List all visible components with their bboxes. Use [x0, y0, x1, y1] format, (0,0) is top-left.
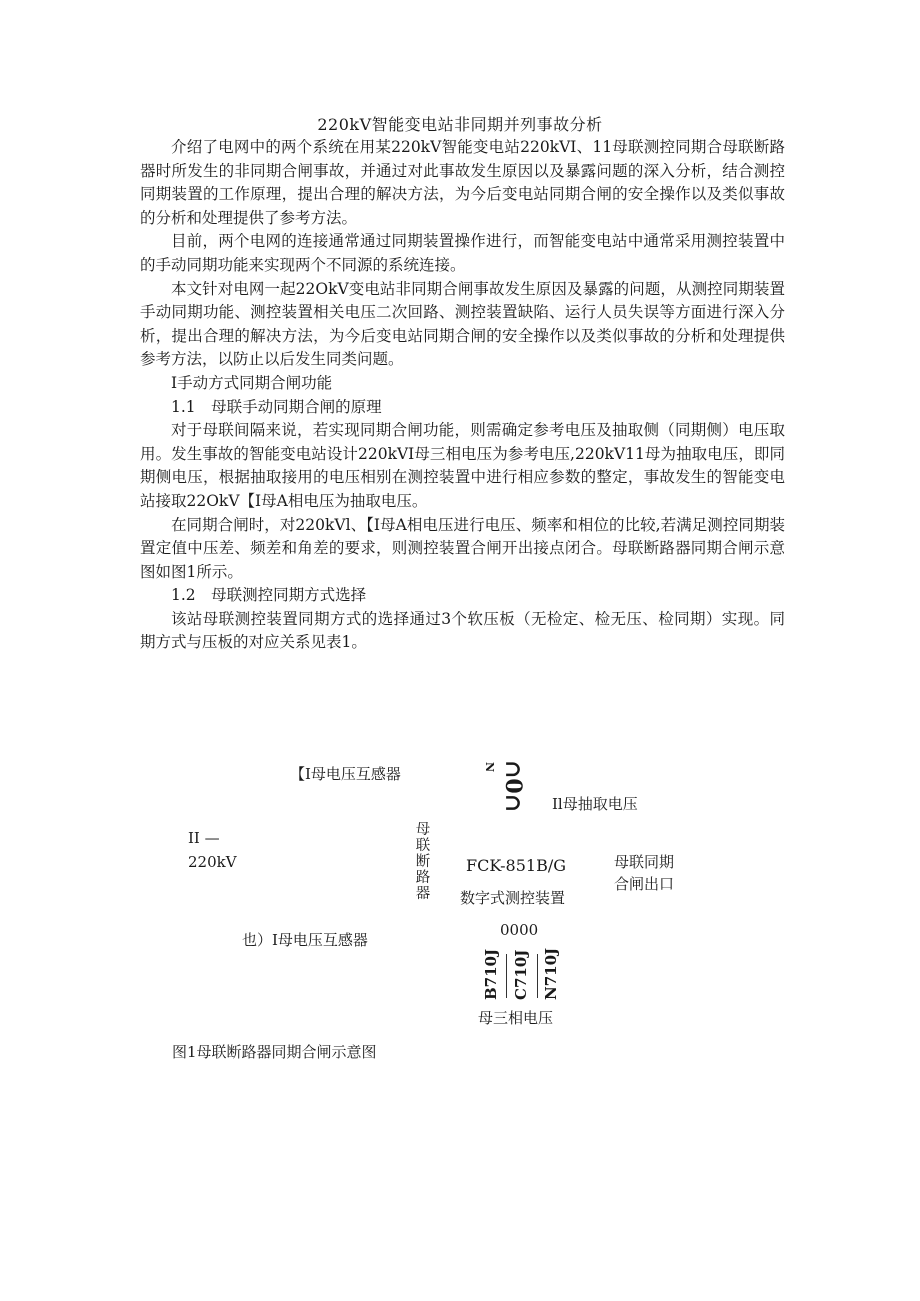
device-model: FCK-851B/G [466, 856, 567, 875]
paragraph-abstract: 介绍了电网中的两个系统在用某220kV智能变电站220kVI、11母联测控同期合母联断路器时所发生的非同期合闸事故，并通过对此事故发生原因以及暴露问题的深入分析，结合测控同期装置的工作原理，提出合理的解决方法，为今后变电站同期合闸的安全操作以及类似事故的分析和处理提供了参考方法。 [140, 138, 785, 227]
extract-terminal-small: N [483, 762, 496, 773]
section-heading-1-1: 1.1 母联手动同期合闸的原理 [171, 397, 382, 416]
bus-label-line1: II — [188, 829, 220, 847]
device-name: 数字式测控装置 [460, 889, 566, 907]
sync-output-line1: 母联同期 [614, 853, 675, 871]
paragraph-mode-selection: 该站母联测控装置同期方式的选择通过3个软压板（无检定、检无压、检同期）实现。同期方式与压板的对应关系见表1。 [140, 609, 785, 652]
extract-terminal-glyph: ∩0∩ [500, 760, 526, 813]
paragraph-comparison: 在同期合闸时，对220kVl、【I母A相电压进行电压、频率和相位的比较,若满足测控同期装置定值中压差、频差和角差的要求，则测控装置合闸开出接点闭合。母联断路器同期合闸示意图如图1所示。 [140, 515, 785, 581]
section-heading-1-2: 1.2 母联测控同期方式选择 [171, 586, 367, 605]
breaker-label: 母联断路器 [415, 822, 431, 902]
pt-top-label: 【I母电压互感器 [290, 765, 401, 783]
phase-terminal-c: C710J [512, 949, 530, 1000]
paragraph-scope: 本文针对电网一起22OkV变电站非同期合闸事故发生原因及暴露的问题，从测控同期装置手动同期功能、测控装置相关电压二次回路、测控装置缺陷、运行人员失误等方面进行深入分析，提出合理的解决方法，为今后变电站同期合闸的安全操作以及类似事故的分析和处理提供参考方法，以防止以后发生同类问题。 [140, 279, 785, 369]
sync-output-line2: 合闸出口 [614, 875, 675, 893]
paragraph-principle: 对于母联间隔来说，若实现同期合闸功能，则需确定参考电压及抽取侧（同期侧）电压取用。发生事故的智能变电站设计220kVI母三相电压为参考电压,220kV11母为抽取电压，即同期侧电压，根据抽取接用的电压相别在测控装置中进行相应参数的整定，事故发生的智能变电站接取22OkV【I母A相电压为抽取电压。 [140, 421, 785, 510]
terminal-separator [506, 954, 507, 998]
device-code: 0000 [500, 921, 539, 939]
three-phase-label: 母三相电压 [478, 1009, 554, 1027]
terminal-separator [537, 954, 538, 998]
phase-terminal-b: B710J [482, 948, 500, 1000]
section-heading-1: I手动方式同期合闸功能 [171, 373, 333, 392]
figure-caption: 图1母联断路器同期合闸示意图 [172, 1043, 377, 1061]
pt-bottom-label: 也）I母电压互感器 [242, 931, 368, 949]
paragraph-intro: 目前，两个电网的连接通常通过同期装置操作进行，而智能变电站中通常采用测控装置中的手动同期功能来实现两个不同源的系统连接。 [140, 232, 785, 274]
document-title: 220kV智能变电站非同期并列事故分析 [317, 115, 603, 134]
extract-voltage-label: Il母抽取电压 [552, 795, 638, 813]
phase-terminal-n: N710J [542, 947, 560, 1000]
bus-label-line2: 220kV [188, 853, 237, 871]
